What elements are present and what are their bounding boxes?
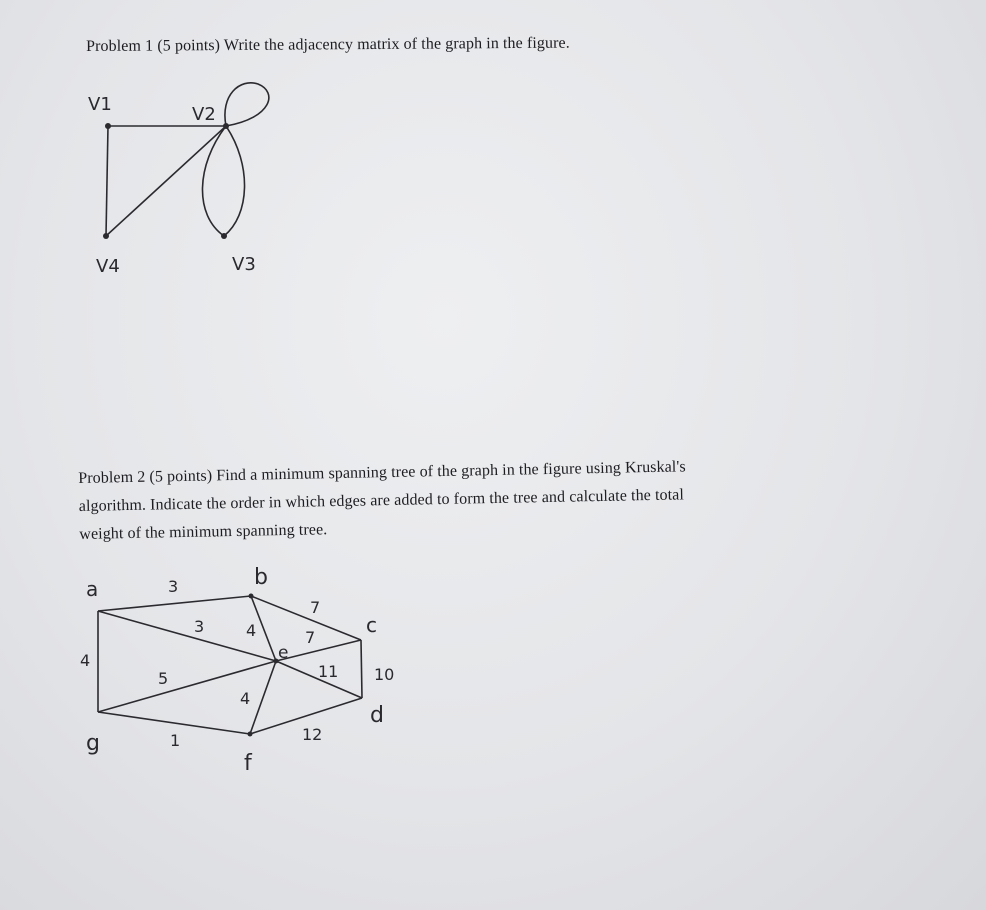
- vertex-v1: [105, 123, 111, 129]
- problem-2-line-3: weight of the minimum spanning tree.: [79, 521, 328, 543]
- weight-ae: 3: [194, 617, 205, 636]
- weight-ec: 7: [305, 628, 316, 647]
- label-f: f: [244, 751, 252, 776]
- label-c: c: [366, 613, 377, 637]
- weight-be: 4: [246, 621, 257, 640]
- edge-v4-v2: [106, 126, 226, 236]
- label-d: d: [370, 703, 384, 728]
- weight-ge: 5: [158, 669, 169, 688]
- label-a: a: [86, 577, 99, 601]
- weight-ag: 4: [80, 651, 91, 670]
- edge-v2-v3-right: [224, 126, 245, 236]
- loop-v2: [225, 83, 269, 126]
- problem-1-text: Problem 1 (5 points) Write the adjacency matrix of the graph in the figure.: [86, 34, 570, 55]
- problem-2-line-2: algorithm. Indicate the order in which edges are added to form the tree and calculate the total: [78, 486, 685, 515]
- label-v3: V3: [232, 254, 256, 275]
- label-v1: V1: [88, 94, 112, 115]
- weight-ab: 3: [168, 577, 179, 596]
- problem-1-graph: [88, 83, 269, 277]
- label-g: g: [86, 731, 100, 756]
- edge-e-f: [250, 661, 276, 734]
- label-v2: V2: [192, 104, 216, 125]
- weight-cd: 10: [374, 665, 395, 684]
- vertex-b: [249, 594, 254, 599]
- vertex-v2: [223, 123, 229, 129]
- weight-fd: 12: [302, 725, 323, 744]
- edge-v2-v3-left: [202, 126, 226, 236]
- weight-gf: 1: [170, 731, 181, 750]
- edge-v1-v4: [106, 126, 108, 236]
- edge-e-c: [276, 640, 361, 661]
- problem-2-graph: [80, 565, 394, 776]
- weight-bc: 7: [310, 598, 321, 617]
- vertex-f: [248, 732, 253, 737]
- weight-ef: 4: [240, 689, 251, 708]
- vertex-v3: [221, 233, 227, 239]
- label-b: b: [254, 565, 268, 590]
- label-e: e: [278, 643, 289, 663]
- vertex-v4: [103, 233, 109, 239]
- label-v4: V4: [96, 256, 120, 277]
- weight-ed: 11: [318, 662, 339, 681]
- edge-a-b: [98, 596, 251, 611]
- problem-2-line-1: Problem 2 (5 points) Find a minimum spanning tree of the graph in the figure using Kruskal's: [78, 458, 686, 487]
- edge-c-d: [361, 640, 362, 698]
